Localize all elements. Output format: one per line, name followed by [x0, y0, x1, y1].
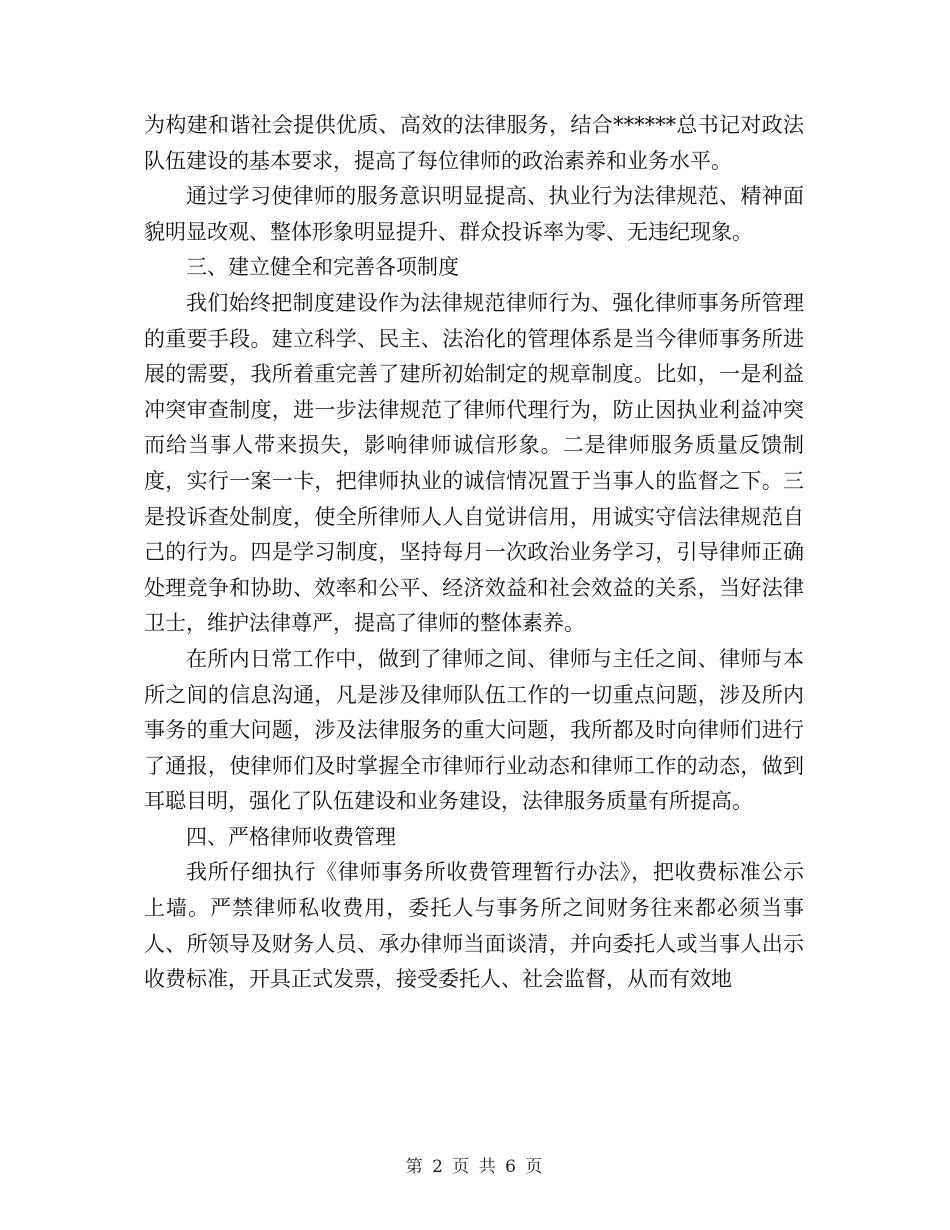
paragraph-fee-management: 我所仔细执行《律师事务所收费管理暂行办法》，把收费标准公示上墙。严禁律师私收费用，委托人与事务所之间财务往来都必须当事人、所领导及财务人员、承办律师当面谈清，并向委托人或当事人出示收费标准，开具正式发票，接受委托人、社会监督，从而有效地 — [144, 860, 804, 992]
paragraph-daily-work: 在所内日常工作中，做到了律师之间、律师与主任之间、律师与本所之间的信息沟通，凡是涉及律师队伍工作的一切重点问题，涉及所内事务的重大问题，涉及法律服务的重大问题，我所都及时向律师们进行了通报，使律师们及时掌握全市律师行业动态和律师工作的动态，做到耳聪目明，强化了队伍建设和业务建设，法律服务质量有所提高。 — [144, 646, 804, 814]
page-footer: 第 2 页 共 6 页 — [405, 1157, 545, 1177]
paragraph-study-result: 通过学习使律师的服务意识明显提高、执业行为法律规范、精神面貌明显改观、整体形象明显提升、群众投诉率为零、无违纪现象。 — [144, 184, 804, 244]
paragraph-system-building: 我们始终把制度建设作为法律规范律师行为、强化律师事务所管理的重要手段。建立科学、民主、法治化的管理体系是当今律师事务所进展的需要，我所着重完善了建所初始制定的规章制度。比如，一是利益冲突审查制度，进一步法律规范了律师代理行为，防止因执业利益冲突而给当事人带来损失，影响律师诚信形象。二是律师服务质量反馈制度，实行一案一卡，把律师执业的诚信情况置于当事人的监督之下。三是投诉查处制度，使全所律师人人自觉讲信用，用诚实守信法律规范自己的行为。四是学习制度，坚持每月一次政治业务学习，引导律师正确处理竞争和协助、效率和公平、经济效益和社会效益的关系，当好法律卫士，维护法律尊严，提高了律师的整体素养。 — [144, 290, 804, 636]
document-body — [144, 108, 804, 998]
paragraph-continuation: 为构建和谐社会提供优质、高效的法律服务，结合******总书记对政法队伍建设的基本要求，提高了每位律师的政治素养和业务水平。 — [144, 113, 804, 173]
section-heading-3: 三、建立健全和完善各项制度 — [186, 255, 459, 280]
section-heading-4: 四、严格律师收费管理 — [186, 824, 396, 849]
